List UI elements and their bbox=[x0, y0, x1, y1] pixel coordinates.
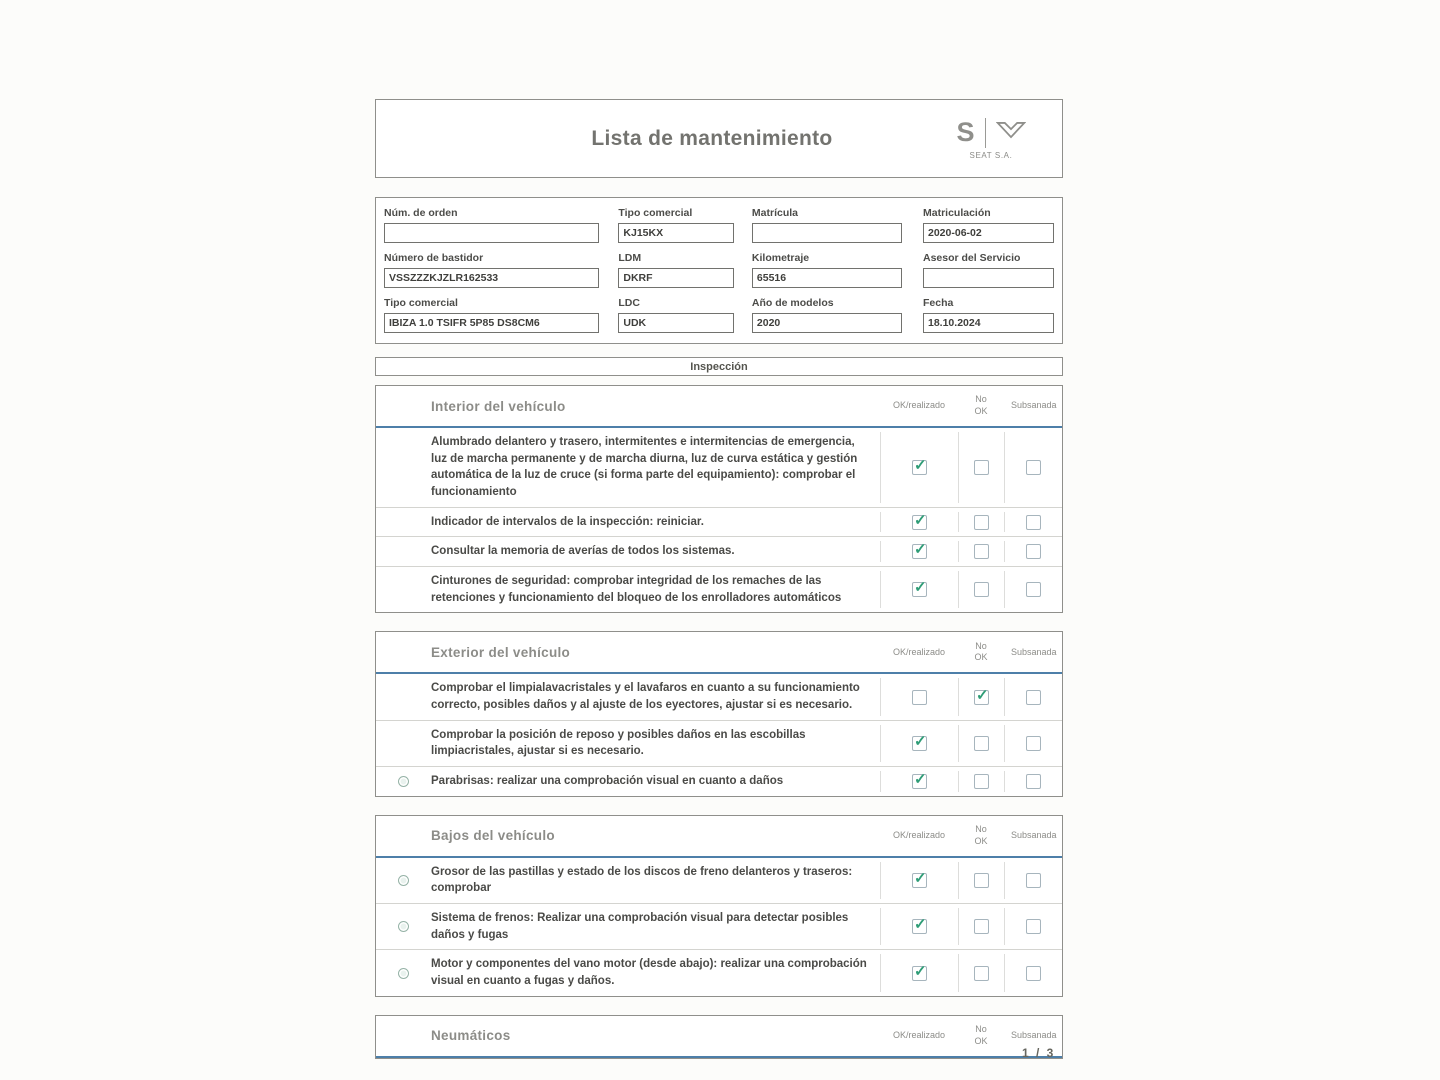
cell-no-ok bbox=[958, 678, 1004, 715]
field-input-ldm[interactable]: DKRF bbox=[618, 268, 734, 288]
cell-ok bbox=[880, 771, 958, 792]
field-input-num-de-orden[interactable] bbox=[384, 223, 599, 243]
form-field-fecha bbox=[923, 297, 1054, 333]
section-title: Bajos del vehículo bbox=[431, 828, 555, 844]
item-gutter bbox=[376, 512, 431, 533]
item-text: Consultar la memoria de averías de todos los sistemas. bbox=[431, 545, 735, 558]
form-field-numero-de-bastidor bbox=[384, 252, 618, 288]
form-field-matricula bbox=[752, 207, 923, 243]
column-header-ok bbox=[880, 1030, 958, 1042]
checklist-item bbox=[376, 536, 1062, 566]
checkbox-no-ok[interactable] bbox=[974, 774, 989, 789]
item-text: Grosor de las pastillas y estado de los discos de freno delanteros y traseros: comprobar bbox=[431, 865, 853, 895]
column-header-subsanada bbox=[1004, 830, 1062, 842]
cell-ok bbox=[880, 678, 958, 715]
brand-caption: SEAT S.A. bbox=[969, 150, 1013, 160]
column-header-label: OK/realizado bbox=[892, 1029, 946, 1040]
field-input-ldc[interactable]: UDK bbox=[618, 313, 734, 333]
column-header-subsanada bbox=[1004, 400, 1062, 412]
field-input-matriculacion[interactable]: 2020-06-02 bbox=[923, 223, 1054, 243]
column-header-label: OK/realizado bbox=[892, 646, 946, 657]
column-header-label: Subsanada bbox=[1011, 646, 1057, 657]
field-input-tipo-comercial[interactable]: KJ15KX bbox=[618, 223, 734, 243]
page-number: 1 / 3 bbox=[1022, 1046, 1056, 1060]
form-row bbox=[384, 198, 1054, 243]
maintenance-document bbox=[375, 99, 1063, 1077]
cell-ok bbox=[880, 512, 958, 533]
column-header-ok bbox=[880, 647, 958, 659]
column-header-label: Subsanada bbox=[1011, 829, 1057, 840]
checklist-item bbox=[376, 903, 1062, 949]
item-text: Sistema de frenos: Realizar una comprobación visual para detectar posibles daños y fugas bbox=[431, 912, 849, 941]
item-text: Comprobar el limpialavacristales y el lavafaros en cuanto a su funcionamiento correcto, posibles daños y al ajuste de los eyectores, ajustar si es necesario. bbox=[431, 682, 860, 712]
cell-no-ok bbox=[958, 954, 1004, 991]
cell-subsanada bbox=[1004, 954, 1062, 991]
field-label: Matrícula bbox=[751, 207, 799, 219]
cell-no-ok bbox=[958, 771, 1004, 792]
item-text: Parabrisas: realizar una comprobación visual en cuanto a daños bbox=[431, 775, 784, 788]
checkbox-subsanada[interactable] bbox=[1026, 873, 1041, 888]
vehicle-data-form bbox=[375, 197, 1063, 344]
checklist-item bbox=[376, 766, 1062, 796]
cell-ok bbox=[880, 725, 958, 762]
wear-indicator-icon bbox=[398, 968, 409, 979]
column-header-label: Subsanada bbox=[1011, 1029, 1057, 1040]
cell-subsanada bbox=[1004, 541, 1062, 562]
wear-indicator-icon bbox=[398, 921, 409, 932]
cell-subsanada bbox=[1004, 771, 1062, 792]
wear-indicator-icon bbox=[398, 776, 409, 787]
cell-no-ok bbox=[958, 432, 1004, 503]
wear-indicator-icon bbox=[398, 875, 409, 886]
inspection-bar: Inspección bbox=[375, 357, 1063, 376]
cell-no-ok bbox=[958, 512, 1004, 533]
checkbox-no-ok[interactable] bbox=[974, 919, 989, 934]
field-input-ano-de-modelos[interactable]: 2020 bbox=[752, 313, 902, 333]
field-label: Matriculación bbox=[923, 207, 991, 219]
form-field-asesor-del-servicio bbox=[923, 252, 1054, 288]
item-gutter bbox=[376, 432, 431, 503]
cell-subsanada bbox=[1004, 432, 1062, 503]
field-label: Año de modelos bbox=[751, 297, 834, 309]
checklist-item bbox=[376, 949, 1062, 995]
field-label: LDC bbox=[618, 297, 640, 309]
page-title: Lista de mantenimiento bbox=[591, 126, 833, 150]
checkbox-subsanada[interactable] bbox=[1026, 919, 1041, 934]
section-neumaticos bbox=[375, 1015, 1063, 1059]
checkbox-ok[interactable] bbox=[912, 582, 927, 597]
checkbox-no-ok[interactable] bbox=[974, 582, 989, 597]
checkbox-subsanada[interactable] bbox=[1026, 690, 1041, 705]
form-field-tipo-comercial bbox=[384, 297, 618, 333]
checkbox-no-ok[interactable] bbox=[974, 544, 989, 559]
checklist-item bbox=[376, 428, 1062, 507]
checkbox-ok[interactable] bbox=[912, 736, 927, 751]
checkbox-ok[interactable] bbox=[912, 515, 927, 530]
column-header-no-ok bbox=[958, 641, 1004, 664]
field-input-asesor-del-servicio[interactable] bbox=[923, 268, 1054, 288]
column-header-label: No OK bbox=[974, 824, 988, 846]
checkbox-no-ok[interactable] bbox=[974, 873, 989, 888]
cell-ok bbox=[880, 541, 958, 562]
item-gutter bbox=[376, 725, 431, 762]
section-header bbox=[376, 1016, 1062, 1058]
item-gutter bbox=[376, 541, 431, 562]
checkbox-subsanada[interactable] bbox=[1026, 736, 1041, 751]
checkbox-no-ok[interactable] bbox=[974, 460, 989, 475]
section-title: Exterior del vehículo bbox=[431, 644, 571, 660]
section-title: Neumáticos bbox=[431, 1028, 511, 1044]
column-header-label: No OK bbox=[974, 1024, 988, 1046]
field-label: LDM bbox=[618, 252, 642, 264]
item-gutter bbox=[376, 954, 431, 991]
checkbox-ok[interactable] bbox=[912, 544, 927, 559]
item-text: Indicador de intervalos de la inspección: reiniciar. bbox=[431, 515, 704, 528]
cell-subsanada bbox=[1004, 571, 1062, 608]
field-label: Kilometraje bbox=[751, 252, 810, 264]
item-gutter bbox=[376, 571, 431, 608]
cell-subsanada bbox=[1004, 908, 1062, 945]
section-exterior-del-vehiculo bbox=[375, 631, 1063, 796]
cell-subsanada bbox=[1004, 512, 1062, 533]
form-row bbox=[384, 243, 1054, 288]
form-field-ldm bbox=[618, 252, 752, 288]
cell-ok bbox=[880, 432, 958, 503]
field-input-matricula[interactable] bbox=[752, 223, 902, 243]
cell-no-ok bbox=[958, 571, 1004, 608]
field-input-fecha[interactable]: 18.10.2024 bbox=[923, 313, 1054, 333]
section-bajos-del-vehiculo bbox=[375, 815, 1063, 997]
document-header bbox=[375, 99, 1063, 178]
checklist-item bbox=[376, 566, 1062, 612]
section-header bbox=[376, 816, 1062, 858]
field-label: Tipo comercial bbox=[384, 297, 458, 309]
checklist-item bbox=[376, 507, 1062, 537]
logo-divider bbox=[985, 118, 986, 148]
cell-ok bbox=[880, 571, 958, 608]
cell-subsanada bbox=[1004, 725, 1062, 762]
cell-no-ok bbox=[958, 908, 1004, 945]
item-gutter bbox=[376, 771, 431, 792]
checkbox-ok[interactable] bbox=[912, 460, 927, 475]
item-gutter bbox=[376, 678, 431, 715]
checkbox-subsanada[interactable] bbox=[1026, 774, 1041, 789]
field-input-numero-de-bastidor[interactable]: VSSZZZKJZLR162533 bbox=[384, 268, 599, 288]
checkbox-ok[interactable] bbox=[912, 919, 927, 934]
column-header-no-ok bbox=[958, 394, 1004, 417]
form-field-matriculacion bbox=[923, 207, 1054, 243]
checkbox-no-ok[interactable] bbox=[974, 966, 989, 981]
checkbox-ok[interactable] bbox=[912, 774, 927, 789]
column-header-ok bbox=[880, 830, 958, 842]
checklist-item bbox=[376, 720, 1062, 766]
cell-subsanada bbox=[1004, 678, 1062, 715]
cell-subsanada bbox=[1004, 862, 1062, 899]
checklist-item bbox=[376, 674, 1062, 719]
item-gutter bbox=[376, 862, 431, 899]
cell-no-ok bbox=[958, 541, 1004, 562]
field-input-tipo-comercial[interactable]: IBIZA 1.0 TSIFR 5P85 DS8CM6 bbox=[384, 313, 599, 333]
item-text: Motor y componentes del vano motor (desde abajo): realizar una comprobación visual en cuanto a fugas y daños. bbox=[431, 958, 867, 988]
field-input-kilometraje[interactable]: 65516 bbox=[752, 268, 902, 288]
field-label: Número de bastidor bbox=[384, 252, 484, 264]
field-label: Asesor del Servicio bbox=[923, 252, 1021, 264]
item-text: Comprobar la posición de reposo y posibles daños en las escobillas limpiacristales, ajustar si es necesario. bbox=[431, 728, 806, 758]
section-header bbox=[376, 632, 1062, 674]
checkbox-subsanada[interactable] bbox=[1026, 460, 1041, 475]
cupra-logo-icon bbox=[996, 120, 1026, 145]
item-gutter bbox=[376, 908, 431, 945]
column-header-no-ok bbox=[958, 824, 1004, 847]
column-header-label: Subsanada bbox=[1011, 400, 1057, 411]
column-header-label: No OK bbox=[974, 394, 988, 416]
section-title: Interior del vehículo bbox=[431, 398, 566, 414]
checklist-item bbox=[376, 858, 1062, 903]
checkbox-subsanada[interactable] bbox=[1026, 582, 1041, 597]
brand-logos bbox=[956, 118, 1025, 148]
form-field-tipo-comercial bbox=[618, 207, 752, 243]
checkbox-subsanada[interactable] bbox=[1026, 515, 1041, 530]
column-header-subsanada bbox=[1004, 1030, 1062, 1042]
cell-no-ok bbox=[958, 725, 1004, 762]
checkbox-no-ok[interactable] bbox=[974, 690, 989, 705]
cell-ok bbox=[880, 862, 958, 899]
column-header-label: OK/realizado bbox=[892, 829, 946, 840]
form-field-ldc bbox=[618, 297, 752, 333]
column-header-no-ok bbox=[958, 1024, 1004, 1047]
brand-block bbox=[936, 118, 1046, 160]
item-text: Alumbrado delantero y trasero, intermitentes e intermitencias de emergencia, luz de marcha permanente y de marcha diurna, luz de curva estática y gestión automática de la luz de cruce (si forma parte del equipamiento): comprobar el funcionamiento bbox=[431, 436, 858, 499]
checkbox-no-ok[interactable] bbox=[974, 515, 989, 530]
cell-ok bbox=[880, 954, 958, 991]
cell-ok bbox=[880, 908, 958, 945]
form-field-ano-de-modelos bbox=[752, 297, 923, 333]
column-header-subsanada bbox=[1004, 647, 1062, 659]
field-label: Núm. de orden bbox=[384, 207, 458, 219]
checkbox-ok[interactable] bbox=[912, 690, 927, 705]
section-header bbox=[376, 386, 1062, 428]
section-interior-del-vehiculo bbox=[375, 385, 1063, 613]
checkbox-no-ok[interactable] bbox=[974, 736, 989, 751]
form-field-num-de-orden bbox=[384, 207, 618, 243]
checkbox-ok[interactable] bbox=[912, 966, 927, 981]
form-row bbox=[384, 288, 1054, 333]
item-text: Cinturones de seguridad: comprobar integridad de los remaches de las retenciones y funcionamiento del bloqueo de los enrolladores automáticos bbox=[431, 575, 842, 604]
column-header-ok bbox=[880, 400, 958, 412]
form-field-kilometraje bbox=[752, 252, 923, 288]
checkbox-subsanada[interactable] bbox=[1026, 966, 1041, 981]
cell-no-ok bbox=[958, 862, 1004, 899]
column-header-label: OK/realizado bbox=[892, 400, 946, 411]
checkbox-ok[interactable] bbox=[912, 873, 927, 888]
field-label: Fecha bbox=[923, 297, 954, 309]
seat-logo-icon: S bbox=[956, 117, 975, 147]
inspection-sections bbox=[375, 385, 1063, 1059]
checkbox-subsanada[interactable] bbox=[1026, 544, 1041, 559]
field-label: Tipo comercial bbox=[618, 207, 693, 219]
column-header-label: No OK bbox=[974, 640, 988, 663]
